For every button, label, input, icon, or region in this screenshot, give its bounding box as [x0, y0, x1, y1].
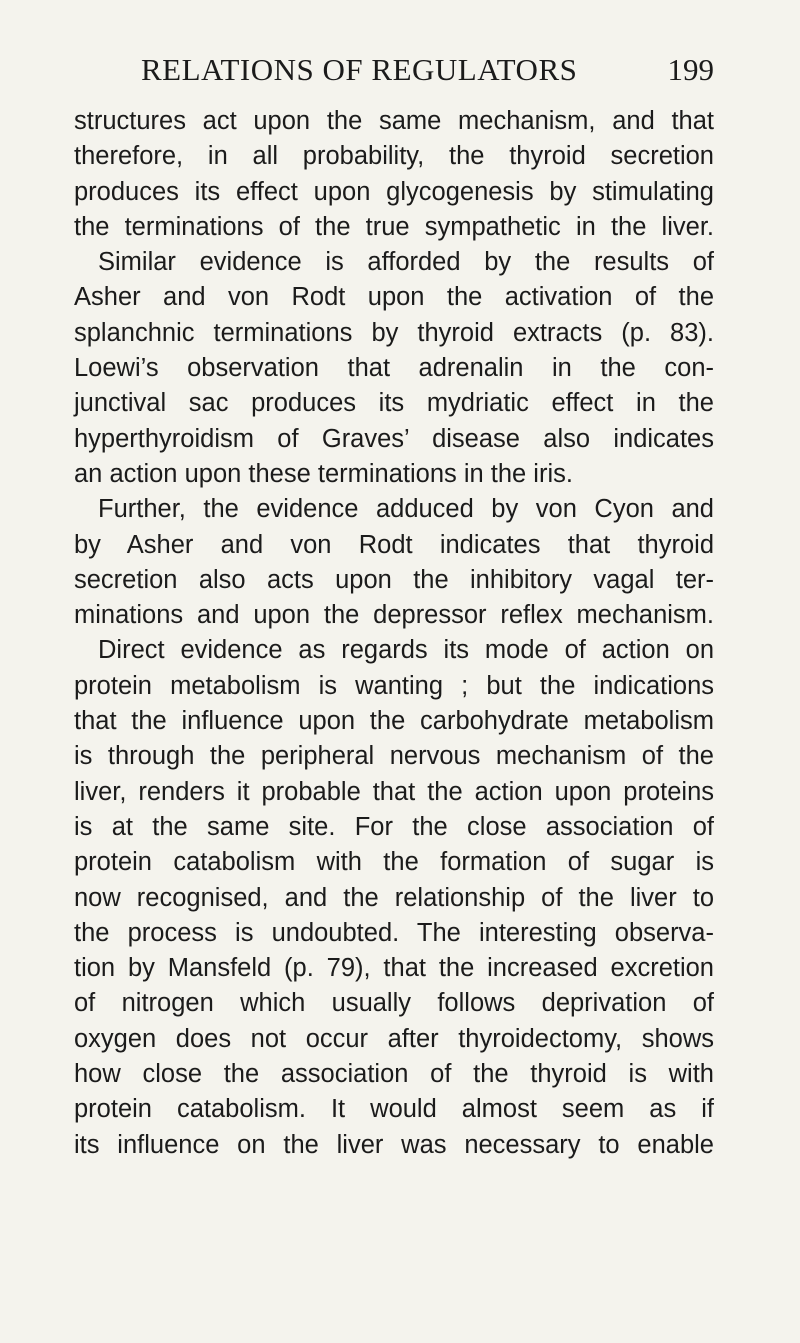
text-line: is at the same site. For the close association of [74, 812, 714, 841]
text-line: structures act upon the same mechanism, and that [74, 107, 714, 135]
text-line: oxygen does not occur after thyroidectomy, shows [74, 1024, 714, 1053]
text-line: Similar evidence is afforded by the results of [98, 248, 714, 277]
text-line: Asher and von Rodt upon the activation of the [74, 283, 714, 312]
text-line: Further, the evidence adduced by von Cyon and [98, 495, 714, 524]
text-line: therefore, in all probability, the thyroid secretion [74, 142, 714, 171]
text-line: by Asher and von Rodt indicates that thyroid [74, 530, 714, 559]
text-line: secretion also acts upon the inhibitory vagal ter- [74, 565, 714, 594]
text-line: Direct evidence as regards its mode of action on [98, 636, 714, 665]
text-line: Loewi’s observation that adrenalin in the con- [74, 354, 714, 383]
page-number: 199 [667, 52, 714, 87]
text-line: protein metabolism is wanting ; but the indications [74, 671, 714, 700]
text-line: protein catabolism. It would almost seem as if [74, 1095, 714, 1124]
text-line: the process is undoubted. The interesting observa- [74, 918, 714, 947]
running-head-title: RELATIONS OF REGULATORS [141, 52, 578, 87]
body-text [74, 104, 714, 1163]
text-line: of nitrogen which usually follows deprivation of [74, 989, 714, 1018]
text-line: protein catabolism with the formation of sugar is [74, 848, 714, 877]
text-line: liver, renders it probable that the action upon proteins [74, 777, 714, 806]
text-line: junctival sac produces its mydriatic effect in the [74, 389, 714, 418]
text-line: produces its effect upon glycogenesis by stimulating [74, 177, 714, 206]
text-line: is through the peripheral nervous mechanism of the [74, 742, 714, 771]
text-line: that the influence upon the carbohydrate metabolism [74, 707, 714, 736]
text-line: hyperthyroidism of Graves’ disease also indicates [74, 424, 714, 453]
text-line: the terminations of the true sympathetic in the liver. [74, 212, 714, 241]
running-head [74, 50, 714, 90]
text-line: now recognised, and the relationship of the liver to [74, 883, 714, 912]
text-line: tion by Mansfeld (p. 79), that the increased excretion [74, 954, 714, 983]
text-line: how close the association of the thyroid is with [74, 1060, 714, 1089]
text-line: an action upon these terminations in the iris. [74, 459, 573, 488]
text-line: its influence on the liver was necessary to enable [74, 1130, 714, 1159]
text-line: splanchnic terminations by thyroid extracts (p. 83). [74, 318, 714, 347]
text-line: minations and upon the depressor reflex mechanism. [74, 601, 714, 630]
